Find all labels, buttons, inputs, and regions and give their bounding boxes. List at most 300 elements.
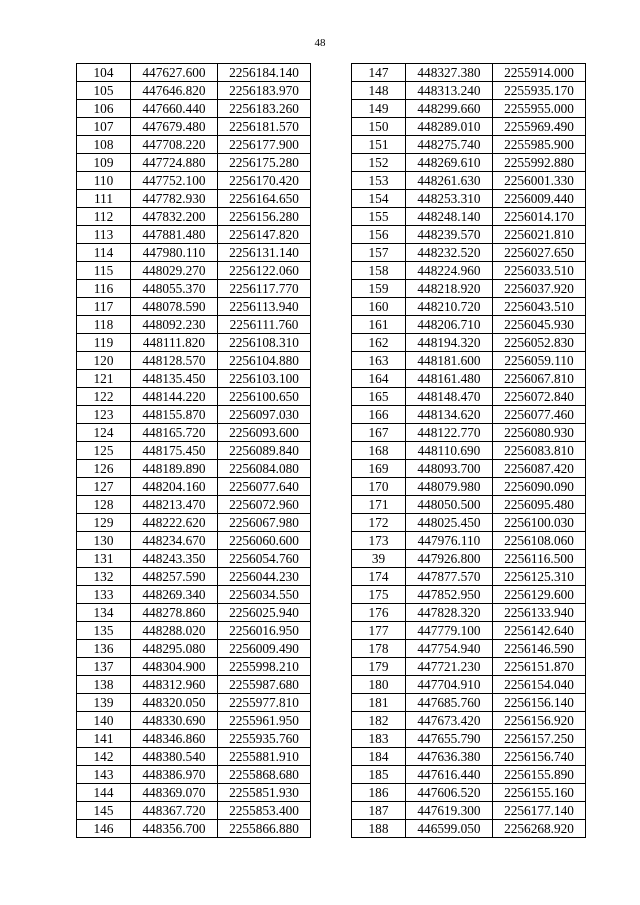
coordinate-table-right xyxy=(351,63,586,838)
x-coordinate-cell: 447782.930 xyxy=(131,190,218,208)
point-number-cell: 151 xyxy=(352,136,406,154)
point-number-cell: 169 xyxy=(352,460,406,478)
point-number-cell: 171 xyxy=(352,496,406,514)
y-coordinate-cell: 2256072.840 xyxy=(493,388,586,406)
point-number-cell: 178 xyxy=(352,640,406,658)
x-coordinate-cell: 448239.570 xyxy=(406,226,493,244)
table-row xyxy=(77,730,311,748)
y-coordinate-cell: 2256175.280 xyxy=(218,154,311,172)
point-number-cell: 172 xyxy=(352,514,406,532)
point-number-cell: 119 xyxy=(77,334,131,352)
table-row xyxy=(77,190,311,208)
point-number-cell: 116 xyxy=(77,280,131,298)
y-coordinate-cell: 2256084.080 xyxy=(218,460,311,478)
table-row xyxy=(352,460,586,478)
table-row xyxy=(77,604,311,622)
x-coordinate-cell: 448369.070 xyxy=(131,784,218,802)
x-coordinate-cell: 448148.470 xyxy=(406,388,493,406)
y-coordinate-cell: 2256177.140 xyxy=(493,802,586,820)
y-coordinate-cell: 2256164.650 xyxy=(218,190,311,208)
point-number-cell: 105 xyxy=(77,82,131,100)
table-row xyxy=(352,208,586,226)
x-coordinate-cell: 448110.690 xyxy=(406,442,493,460)
table-row xyxy=(352,676,586,694)
point-number-cell: 156 xyxy=(352,226,406,244)
x-coordinate-cell: 448175.450 xyxy=(131,442,218,460)
point-number-cell: 176 xyxy=(352,604,406,622)
x-coordinate-cell: 448257.590 xyxy=(131,568,218,586)
y-coordinate-cell: 2255881.910 xyxy=(218,748,311,766)
x-coordinate-cell: 447980.110 xyxy=(131,244,218,262)
table-row xyxy=(77,460,311,478)
x-coordinate-cell: 448055.370 xyxy=(131,280,218,298)
y-coordinate-cell: 2256045.930 xyxy=(493,316,586,334)
x-coordinate-cell: 448029.270 xyxy=(131,262,218,280)
x-coordinate-cell: 447606.520 xyxy=(406,784,493,802)
point-number-cell: 108 xyxy=(77,136,131,154)
point-number-cell: 117 xyxy=(77,298,131,316)
x-coordinate-cell: 448092.230 xyxy=(131,316,218,334)
y-coordinate-cell: 2255985.900 xyxy=(493,136,586,154)
x-coordinate-cell: 448289.010 xyxy=(406,118,493,136)
y-coordinate-cell: 2256117.770 xyxy=(218,280,311,298)
table-row xyxy=(77,370,311,388)
y-coordinate-cell: 2256027.650 xyxy=(493,244,586,262)
x-coordinate-cell: 447708.220 xyxy=(131,136,218,154)
table-row xyxy=(77,478,311,496)
table-row xyxy=(77,334,311,352)
y-coordinate-cell: 2256181.570 xyxy=(218,118,311,136)
table-row xyxy=(77,496,311,514)
point-number-cell: 132 xyxy=(77,568,131,586)
y-coordinate-cell: 2256183.260 xyxy=(218,100,311,118)
point-number-cell: 123 xyxy=(77,406,131,424)
y-coordinate-cell: 2256154.040 xyxy=(493,676,586,694)
table-row xyxy=(352,388,586,406)
table-row xyxy=(352,442,586,460)
table-row xyxy=(352,748,586,766)
x-coordinate-cell: 448232.520 xyxy=(406,244,493,262)
y-coordinate-cell: 2256097.030 xyxy=(218,406,311,424)
table-row xyxy=(352,658,586,676)
y-coordinate-cell: 2255935.760 xyxy=(218,730,311,748)
table-row xyxy=(352,82,586,100)
table-body xyxy=(77,64,311,838)
y-coordinate-cell: 2256183.970 xyxy=(218,82,311,100)
x-coordinate-cell: 448204.160 xyxy=(131,478,218,496)
point-number-cell: 180 xyxy=(352,676,406,694)
y-coordinate-cell: 2256043.510 xyxy=(493,298,586,316)
x-coordinate-cell: 448367.720 xyxy=(131,802,218,820)
point-number-cell: 153 xyxy=(352,172,406,190)
table-row xyxy=(352,604,586,622)
y-coordinate-cell: 2256009.440 xyxy=(493,190,586,208)
table-row xyxy=(352,172,586,190)
y-coordinate-cell: 2256156.920 xyxy=(493,712,586,730)
point-number-cell: 165 xyxy=(352,388,406,406)
point-number-cell: 152 xyxy=(352,154,406,172)
table-row xyxy=(77,784,311,802)
point-number-cell: 162 xyxy=(352,334,406,352)
x-coordinate-cell: 448181.600 xyxy=(406,352,493,370)
y-coordinate-cell: 2256021.810 xyxy=(493,226,586,244)
y-coordinate-cell: 2255955.000 xyxy=(493,100,586,118)
y-coordinate-cell: 2255998.210 xyxy=(218,658,311,676)
point-number-cell: 166 xyxy=(352,406,406,424)
y-coordinate-cell: 2256103.100 xyxy=(218,370,311,388)
y-coordinate-cell: 2256151.870 xyxy=(493,658,586,676)
y-coordinate-cell: 2256268.920 xyxy=(493,820,586,838)
x-coordinate-cell: 447646.820 xyxy=(131,82,218,100)
x-coordinate-cell: 447881.480 xyxy=(131,226,218,244)
point-number-cell: 149 xyxy=(352,100,406,118)
table-row xyxy=(352,298,586,316)
point-number-cell: 39 xyxy=(352,550,406,568)
y-coordinate-cell: 2255851.930 xyxy=(218,784,311,802)
x-coordinate-cell: 448134.620 xyxy=(406,406,493,424)
table-row xyxy=(77,424,311,442)
table-row xyxy=(77,532,311,550)
y-coordinate-cell: 2256177.900 xyxy=(218,136,311,154)
y-coordinate-cell: 2256090.090 xyxy=(493,478,586,496)
x-coordinate-cell: 448122.770 xyxy=(406,424,493,442)
table-row xyxy=(352,586,586,604)
x-coordinate-cell: 448224.960 xyxy=(406,262,493,280)
point-number-cell: 121 xyxy=(77,370,131,388)
table-row xyxy=(352,226,586,244)
point-number-cell: 186 xyxy=(352,784,406,802)
point-number-cell: 168 xyxy=(352,442,406,460)
y-coordinate-cell: 2256077.640 xyxy=(218,478,311,496)
point-number-cell: 120 xyxy=(77,352,131,370)
point-number-cell: 142 xyxy=(77,748,131,766)
y-coordinate-cell: 2256044.230 xyxy=(218,568,311,586)
table-row xyxy=(77,640,311,658)
point-number-cell: 131 xyxy=(77,550,131,568)
table-row xyxy=(352,154,586,172)
y-coordinate-cell: 2255992.880 xyxy=(493,154,586,172)
point-number-cell: 137 xyxy=(77,658,131,676)
y-coordinate-cell: 2256108.310 xyxy=(218,334,311,352)
y-coordinate-cell: 2256116.500 xyxy=(493,550,586,568)
y-coordinate-cell: 2256157.250 xyxy=(493,730,586,748)
y-coordinate-cell: 2255969.490 xyxy=(493,118,586,136)
table-row xyxy=(77,226,311,244)
point-number-cell: 170 xyxy=(352,478,406,496)
y-coordinate-cell: 2256052.830 xyxy=(493,334,586,352)
point-number-cell: 138 xyxy=(77,676,131,694)
y-coordinate-cell: 2256087.420 xyxy=(493,460,586,478)
y-coordinate-cell: 2255868.680 xyxy=(218,766,311,784)
point-number-cell: 127 xyxy=(77,478,131,496)
y-coordinate-cell: 2256146.590 xyxy=(493,640,586,658)
point-number-cell: 173 xyxy=(352,532,406,550)
x-coordinate-cell: 448222.620 xyxy=(131,514,218,532)
table-row xyxy=(77,694,311,712)
y-coordinate-cell: 2255914.000 xyxy=(493,64,586,82)
point-number-cell: 118 xyxy=(77,316,131,334)
point-number-cell: 125 xyxy=(77,442,131,460)
table-row xyxy=(352,262,586,280)
table-row xyxy=(352,244,586,262)
point-number-cell: 184 xyxy=(352,748,406,766)
x-coordinate-cell: 447832.200 xyxy=(131,208,218,226)
y-coordinate-cell: 2256014.170 xyxy=(493,208,586,226)
y-coordinate-cell: 2256113.940 xyxy=(218,298,311,316)
y-coordinate-cell: 2256170.420 xyxy=(218,172,311,190)
table-row xyxy=(77,568,311,586)
table-row xyxy=(352,478,586,496)
y-coordinate-cell: 2256093.600 xyxy=(218,424,311,442)
table-row xyxy=(77,352,311,370)
point-number-cell: 179 xyxy=(352,658,406,676)
table-row xyxy=(77,244,311,262)
x-coordinate-cell: 447704.910 xyxy=(406,676,493,694)
x-coordinate-cell: 447852.950 xyxy=(406,586,493,604)
table-row xyxy=(77,172,311,190)
table-row xyxy=(77,280,311,298)
table-row xyxy=(352,730,586,748)
x-coordinate-cell: 448275.740 xyxy=(406,136,493,154)
x-coordinate-cell: 447655.790 xyxy=(406,730,493,748)
point-number-cell: 136 xyxy=(77,640,131,658)
table-row xyxy=(352,136,586,154)
x-coordinate-cell: 448299.660 xyxy=(406,100,493,118)
point-number-cell: 182 xyxy=(352,712,406,730)
table-row xyxy=(77,316,311,334)
x-coordinate-cell: 448161.480 xyxy=(406,370,493,388)
y-coordinate-cell: 2256125.310 xyxy=(493,568,586,586)
x-coordinate-cell: 446599.050 xyxy=(406,820,493,838)
point-number-cell: 143 xyxy=(77,766,131,784)
x-coordinate-cell: 448243.350 xyxy=(131,550,218,568)
point-number-cell: 174 xyxy=(352,568,406,586)
point-number-cell: 146 xyxy=(77,820,131,838)
point-number-cell: 147 xyxy=(352,64,406,82)
y-coordinate-cell: 2256095.480 xyxy=(493,496,586,514)
table-row xyxy=(77,802,311,820)
table-row xyxy=(352,280,586,298)
table-row xyxy=(77,262,311,280)
x-coordinate-cell: 448210.720 xyxy=(406,298,493,316)
y-coordinate-cell: 2256155.160 xyxy=(493,784,586,802)
table-row xyxy=(77,550,311,568)
point-number-cell: 110 xyxy=(77,172,131,190)
point-number-cell: 112 xyxy=(77,208,131,226)
table-row xyxy=(352,316,586,334)
table-row xyxy=(77,208,311,226)
table-row xyxy=(77,658,311,676)
y-coordinate-cell: 2256016.950 xyxy=(218,622,311,640)
table-row xyxy=(352,370,586,388)
x-coordinate-cell: 448144.220 xyxy=(131,388,218,406)
table-row xyxy=(352,532,586,550)
point-number-cell: 150 xyxy=(352,118,406,136)
x-coordinate-cell: 448111.820 xyxy=(131,334,218,352)
x-coordinate-cell: 448288.020 xyxy=(131,622,218,640)
table-row xyxy=(352,640,586,658)
x-coordinate-cell: 448304.900 xyxy=(131,658,218,676)
table-row xyxy=(77,820,311,838)
y-coordinate-cell: 2256131.140 xyxy=(218,244,311,262)
x-coordinate-cell: 448312.960 xyxy=(131,676,218,694)
point-number-cell: 126 xyxy=(77,460,131,478)
y-coordinate-cell: 2255853.400 xyxy=(218,802,311,820)
x-coordinate-cell: 448155.870 xyxy=(131,406,218,424)
x-coordinate-cell: 448330.690 xyxy=(131,712,218,730)
point-number-cell: 129 xyxy=(77,514,131,532)
y-coordinate-cell: 2256100.030 xyxy=(493,514,586,532)
x-coordinate-cell: 448269.340 xyxy=(131,586,218,604)
x-coordinate-cell: 447828.320 xyxy=(406,604,493,622)
x-coordinate-cell: 447619.300 xyxy=(406,802,493,820)
table-row xyxy=(77,676,311,694)
x-coordinate-cell: 447752.100 xyxy=(131,172,218,190)
x-coordinate-cell: 448278.860 xyxy=(131,604,218,622)
x-coordinate-cell: 448218.920 xyxy=(406,280,493,298)
x-coordinate-cell: 447636.380 xyxy=(406,748,493,766)
table-row xyxy=(77,388,311,406)
x-coordinate-cell: 448213.470 xyxy=(131,496,218,514)
point-number-cell: 115 xyxy=(77,262,131,280)
table-row xyxy=(352,802,586,820)
x-coordinate-cell: 448253.310 xyxy=(406,190,493,208)
y-coordinate-cell: 2256060.600 xyxy=(218,532,311,550)
point-number-cell: 183 xyxy=(352,730,406,748)
x-coordinate-cell: 448320.050 xyxy=(131,694,218,712)
y-coordinate-cell: 2256104.880 xyxy=(218,352,311,370)
x-coordinate-cell: 447627.600 xyxy=(131,64,218,82)
x-coordinate-cell: 447673.420 xyxy=(406,712,493,730)
y-coordinate-cell: 2256155.890 xyxy=(493,766,586,784)
point-number-cell: 145 xyxy=(77,802,131,820)
y-coordinate-cell: 2255935.170 xyxy=(493,82,586,100)
point-number-cell: 130 xyxy=(77,532,131,550)
table-row xyxy=(77,712,311,730)
table-row xyxy=(352,568,586,586)
table-row xyxy=(352,622,586,640)
y-coordinate-cell: 2256059.110 xyxy=(493,352,586,370)
x-coordinate-cell: 447616.440 xyxy=(406,766,493,784)
y-coordinate-cell: 2256067.810 xyxy=(493,370,586,388)
point-number-cell: 113 xyxy=(77,226,131,244)
table-row xyxy=(77,622,311,640)
y-coordinate-cell: 2255866.880 xyxy=(218,820,311,838)
table-row xyxy=(77,748,311,766)
table-row xyxy=(352,550,586,568)
y-coordinate-cell: 2256111.760 xyxy=(218,316,311,334)
y-coordinate-cell: 2256156.140 xyxy=(493,694,586,712)
x-coordinate-cell: 447877.570 xyxy=(406,568,493,586)
x-coordinate-cell: 448165.720 xyxy=(131,424,218,442)
x-coordinate-cell: 448261.630 xyxy=(406,172,493,190)
point-number-cell: 177 xyxy=(352,622,406,640)
y-coordinate-cell: 2256077.460 xyxy=(493,406,586,424)
y-coordinate-cell: 2256067.980 xyxy=(218,514,311,532)
y-coordinate-cell: 2256034.550 xyxy=(218,586,311,604)
point-number-cell: 175 xyxy=(352,586,406,604)
x-coordinate-cell: 448327.380 xyxy=(406,64,493,82)
y-coordinate-cell: 2255987.680 xyxy=(218,676,311,694)
x-coordinate-cell: 447685.760 xyxy=(406,694,493,712)
point-number-cell: 133 xyxy=(77,586,131,604)
x-coordinate-cell: 447926.800 xyxy=(406,550,493,568)
y-coordinate-cell: 2256001.330 xyxy=(493,172,586,190)
point-number-cell: 141 xyxy=(77,730,131,748)
y-coordinate-cell: 2256133.940 xyxy=(493,604,586,622)
point-number-cell: 134 xyxy=(77,604,131,622)
y-coordinate-cell: 2256072.960 xyxy=(218,496,311,514)
point-number-cell: 167 xyxy=(352,424,406,442)
table-row xyxy=(77,64,311,82)
x-coordinate-cell: 447754.940 xyxy=(406,640,493,658)
point-number-cell: 157 xyxy=(352,244,406,262)
x-coordinate-cell: 448135.450 xyxy=(131,370,218,388)
x-coordinate-cell: 448313.240 xyxy=(406,82,493,100)
x-coordinate-cell: 448025.450 xyxy=(406,514,493,532)
table-body xyxy=(352,64,586,838)
table-row xyxy=(352,352,586,370)
table-row xyxy=(352,496,586,514)
point-number-cell: 154 xyxy=(352,190,406,208)
y-coordinate-cell: 2256108.060 xyxy=(493,532,586,550)
x-coordinate-cell: 448234.670 xyxy=(131,532,218,550)
y-coordinate-cell: 2256054.760 xyxy=(218,550,311,568)
table-row xyxy=(77,154,311,172)
x-coordinate-cell: 448356.700 xyxy=(131,820,218,838)
y-coordinate-cell: 2256184.140 xyxy=(218,64,311,82)
table-row xyxy=(352,820,586,838)
point-number-cell: 144 xyxy=(77,784,131,802)
y-coordinate-cell: 2256122.060 xyxy=(218,262,311,280)
point-number-cell: 155 xyxy=(352,208,406,226)
table-row xyxy=(352,118,586,136)
x-coordinate-cell: 447679.480 xyxy=(131,118,218,136)
x-coordinate-cell: 448194.320 xyxy=(406,334,493,352)
point-number-cell: 181 xyxy=(352,694,406,712)
y-coordinate-cell: 2256147.820 xyxy=(218,226,311,244)
table-row xyxy=(77,514,311,532)
table-row xyxy=(77,136,311,154)
point-number-cell: 111 xyxy=(77,190,131,208)
y-coordinate-cell: 2256156.740 xyxy=(493,748,586,766)
y-coordinate-cell: 2256009.490 xyxy=(218,640,311,658)
x-coordinate-cell: 448380.540 xyxy=(131,748,218,766)
point-number-cell: 187 xyxy=(352,802,406,820)
x-coordinate-cell: 448295.080 xyxy=(131,640,218,658)
x-coordinate-cell: 447724.880 xyxy=(131,154,218,172)
point-number-cell: 140 xyxy=(77,712,131,730)
table-row xyxy=(77,298,311,316)
x-coordinate-cell: 448079.980 xyxy=(406,478,493,496)
point-number-cell: 163 xyxy=(352,352,406,370)
point-number-cell: 109 xyxy=(77,154,131,172)
table-row xyxy=(77,82,311,100)
point-number-cell: 161 xyxy=(352,316,406,334)
x-coordinate-cell: 448269.610 xyxy=(406,154,493,172)
point-number-cell: 185 xyxy=(352,766,406,784)
table-row xyxy=(77,766,311,784)
y-coordinate-cell: 2256100.650 xyxy=(218,388,311,406)
y-coordinate-cell: 2256025.940 xyxy=(218,604,311,622)
point-number-cell: 148 xyxy=(352,82,406,100)
y-coordinate-cell: 2255977.810 xyxy=(218,694,311,712)
table-row xyxy=(352,100,586,118)
table-row xyxy=(352,766,586,784)
x-coordinate-cell: 448189.890 xyxy=(131,460,218,478)
point-number-cell: 159 xyxy=(352,280,406,298)
point-number-cell: 188 xyxy=(352,820,406,838)
